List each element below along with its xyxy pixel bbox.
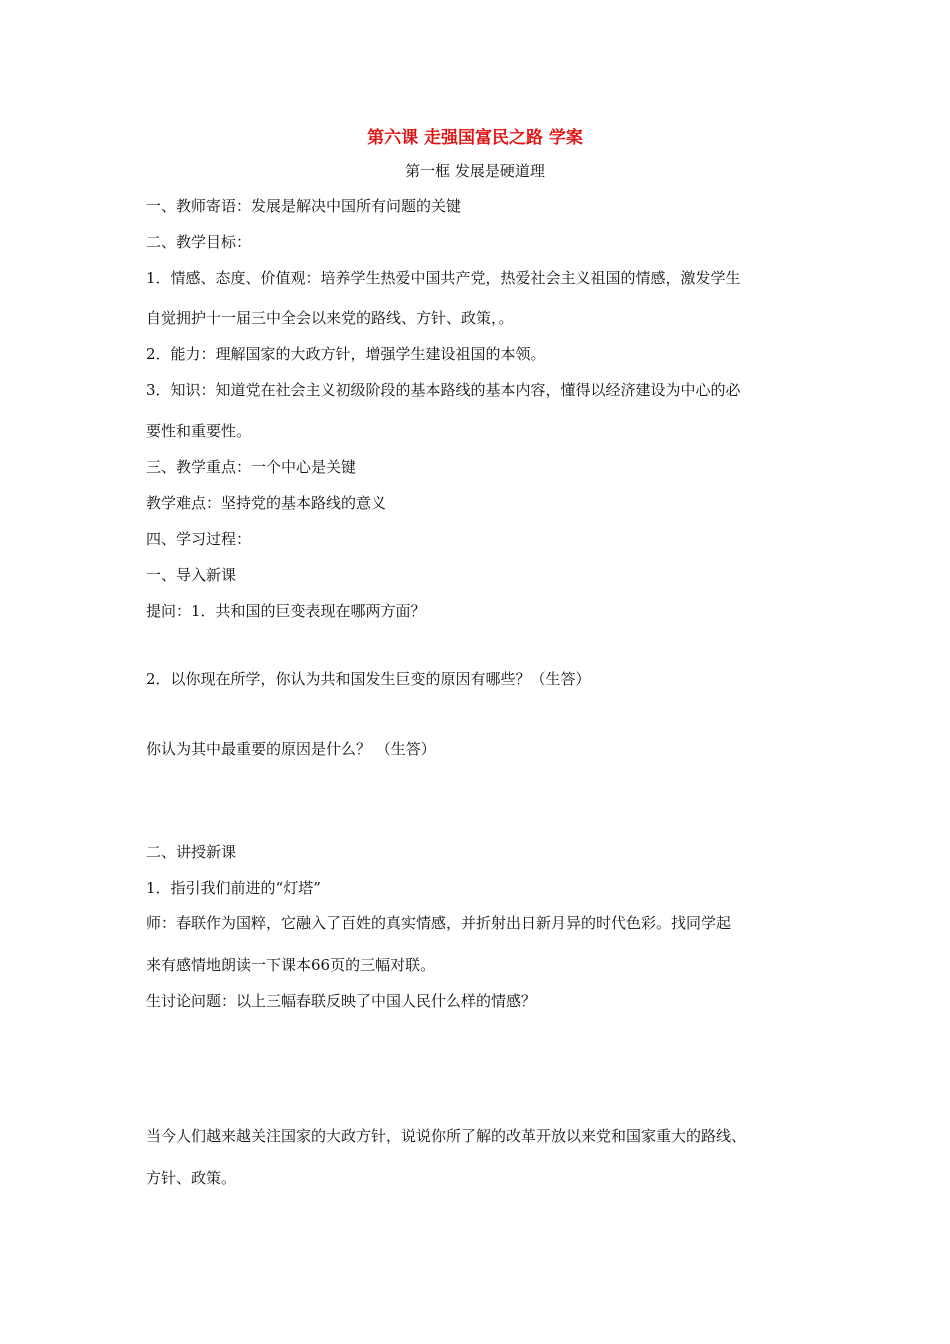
text-line: 一、教师寄语：发展是解决中国所有问题的关键 bbox=[146, 197, 462, 215]
text-line: 四、学习过程： bbox=[146, 530, 252, 548]
text-line: 师：春联作为国粹，它融入了百姓的真实情感，并折射出日新月异的时代色彩。找同学起 bbox=[146, 914, 732, 932]
text-line: 二、教学目标： bbox=[146, 233, 252, 251]
text-line: 提问：1．共和国的巨变表现在哪两方面？ bbox=[146, 602, 426, 620]
text-line: 来有感情地朗读一下课本66页的三幅对联。 bbox=[146, 956, 436, 974]
text-line: 当今人们越来越关注国家的大政方针，说说你所了解的改革开放以来党和国家重大的路线、 bbox=[146, 1127, 747, 1145]
text-line: 一、导入新课 bbox=[146, 566, 237, 584]
text-line: 生讨论问题：以上三幅春联反映了中国人民什么样的情感？ bbox=[146, 992, 537, 1010]
text-line: 自觉拥护十一届三中全会以来党的路线、方针、政策，。 bbox=[146, 309, 514, 327]
text-line: 二、讲授新课 bbox=[146, 843, 237, 861]
page-subtitle: 第一框 发展是硬道理 bbox=[405, 162, 545, 180]
text-line: 三、教学重点：一个中心是关键 bbox=[146, 458, 357, 476]
text-line: 2．能力：理解国家的大政方针，增强学生建设祖国的本领。 bbox=[146, 345, 546, 363]
text-line: 教学难点：坚持党的基本路线的意义 bbox=[146, 494, 387, 512]
text-line: 你认为其中最重要的原因是什么？ （生答） bbox=[146, 740, 436, 758]
text-line: 方针、政策。 bbox=[146, 1169, 237, 1187]
text-line: 1．指引我们前进的“灯塔” bbox=[146, 879, 321, 897]
text-line: 要性和重要性。 bbox=[146, 422, 252, 440]
page-title: 第六课 走强国富民之路 学案 bbox=[367, 128, 583, 148]
text-line: 1．情感、态度、价值观：培养学生热爱中国共产党，热爱社会主义祖国的情感，激发学生 bbox=[146, 269, 741, 287]
text-line: 3．知识：知道党在社会主义初级阶段的基本路线的基本内容，懂得以经济建设为中心的必 bbox=[146, 381, 741, 399]
text-line: 2．以你现在所学，你认为共和国发生巨变的原因有哪些？（生答） bbox=[146, 670, 591, 688]
